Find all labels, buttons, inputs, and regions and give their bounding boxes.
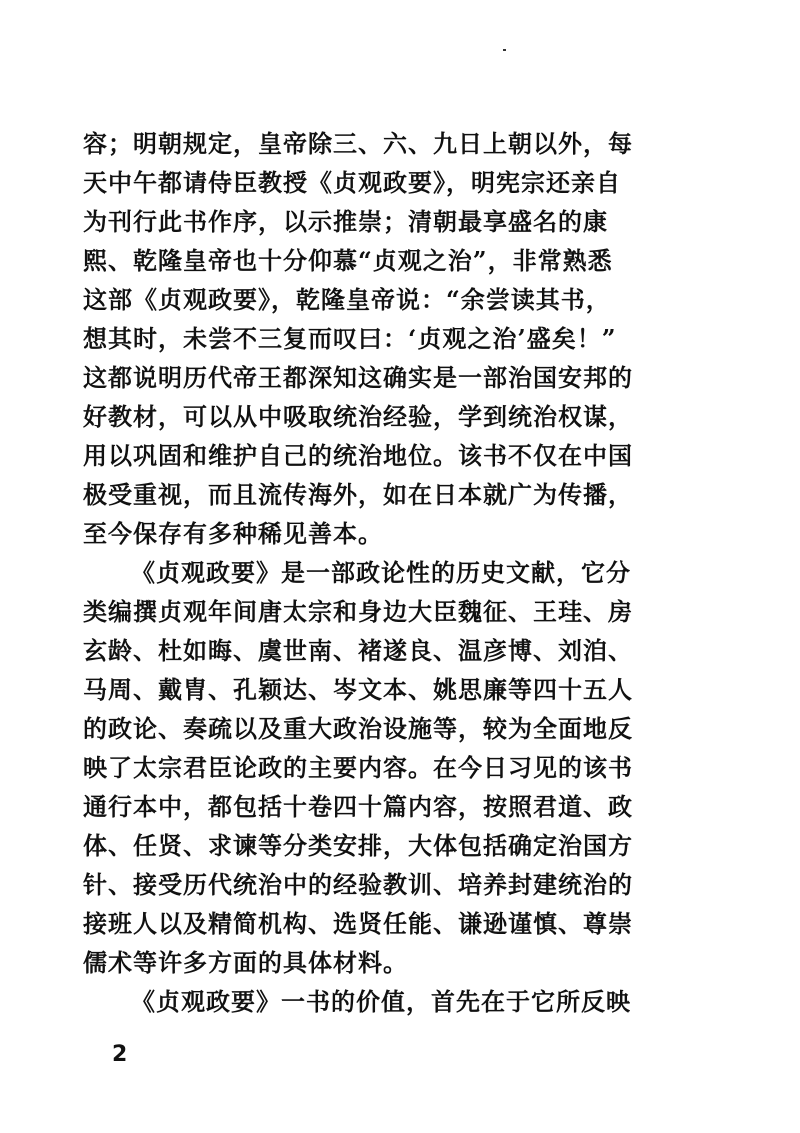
text-line: 儒术等许多方面的具体材料。 [83, 948, 408, 977]
text-line: 为刊行此书作序，以示推崇；清朝最享盛名的康 [83, 207, 608, 236]
text-line: 这都说明历代帝王都深知这确实是一部治国安邦的 [83, 363, 633, 392]
text-line: 容；明朝规定，皇帝除三、六、九日上朝以外，每 [83, 129, 633, 158]
text-line: 体、任贤、求谏等分类安排，大体包括确定治国方 [83, 831, 633, 860]
page-number: 2 [112, 1042, 128, 1067]
text-line: 好教材，可以从中吸取统治经验，学到统治权谋， [83, 402, 633, 431]
text-line: 想其时，未尝不三复而叹曰：‘贞观之治’盛矣！” [83, 324, 617, 353]
text-line: 至今保存有多种稀见善本。 [83, 519, 383, 548]
text-line: 熙、乾隆皇帝也十分仰慕“贞观之治”，非常熟悉 [83, 246, 613, 275]
text-line: 这部《贞观政要》，乾隆皇帝说：“余尝读其书， [83, 285, 611, 314]
text-line: 类编撰贞观年间唐太宗和身边大臣魏征、王珪、房 [83, 597, 633, 626]
text-line: 用以巩固和维护自己的统治地位。该书不仅在中国 [83, 441, 633, 470]
paragraph-start-line: 《贞观政要》一书的价值，首先在于它所反映 [131, 987, 631, 1016]
scan-speck [503, 49, 506, 51]
text-line: 玄龄、杜如晦、虞世南、褚遂良、温彦博、刘洎、 [83, 636, 633, 665]
text-line: 映了太宗君臣论政的主要内容。在今日习见的该书 [83, 753, 633, 782]
body-text [83, 124, 673, 1021]
text-line: 的政论、奏疏以及重大政治设施等，较为全面地反 [83, 714, 633, 743]
text-line: 针、接受历代统治中的经验教训、培养封建统治的 [83, 870, 633, 899]
paragraph-start-line: 《贞观政要》是一部政论性的历史文献，它分 [131, 558, 631, 587]
text-line: 通行本中，都包括十卷四十篇内容，按照君道、政 [83, 792, 633, 821]
text-line: 接班人以及精简机构、选贤任能、谦逊谨慎、尊崇 [83, 909, 633, 938]
text-line: 天中午都请侍臣教授《贞观政要》，明宪宗还亲自 [83, 168, 621, 197]
text-line: 极受重视，而且流传海外，如在日本就广为传播， [83, 480, 633, 509]
text-line: 马周、戴胄、孔颖达、岑文本、姚思廉等四十五人 [83, 675, 633, 704]
